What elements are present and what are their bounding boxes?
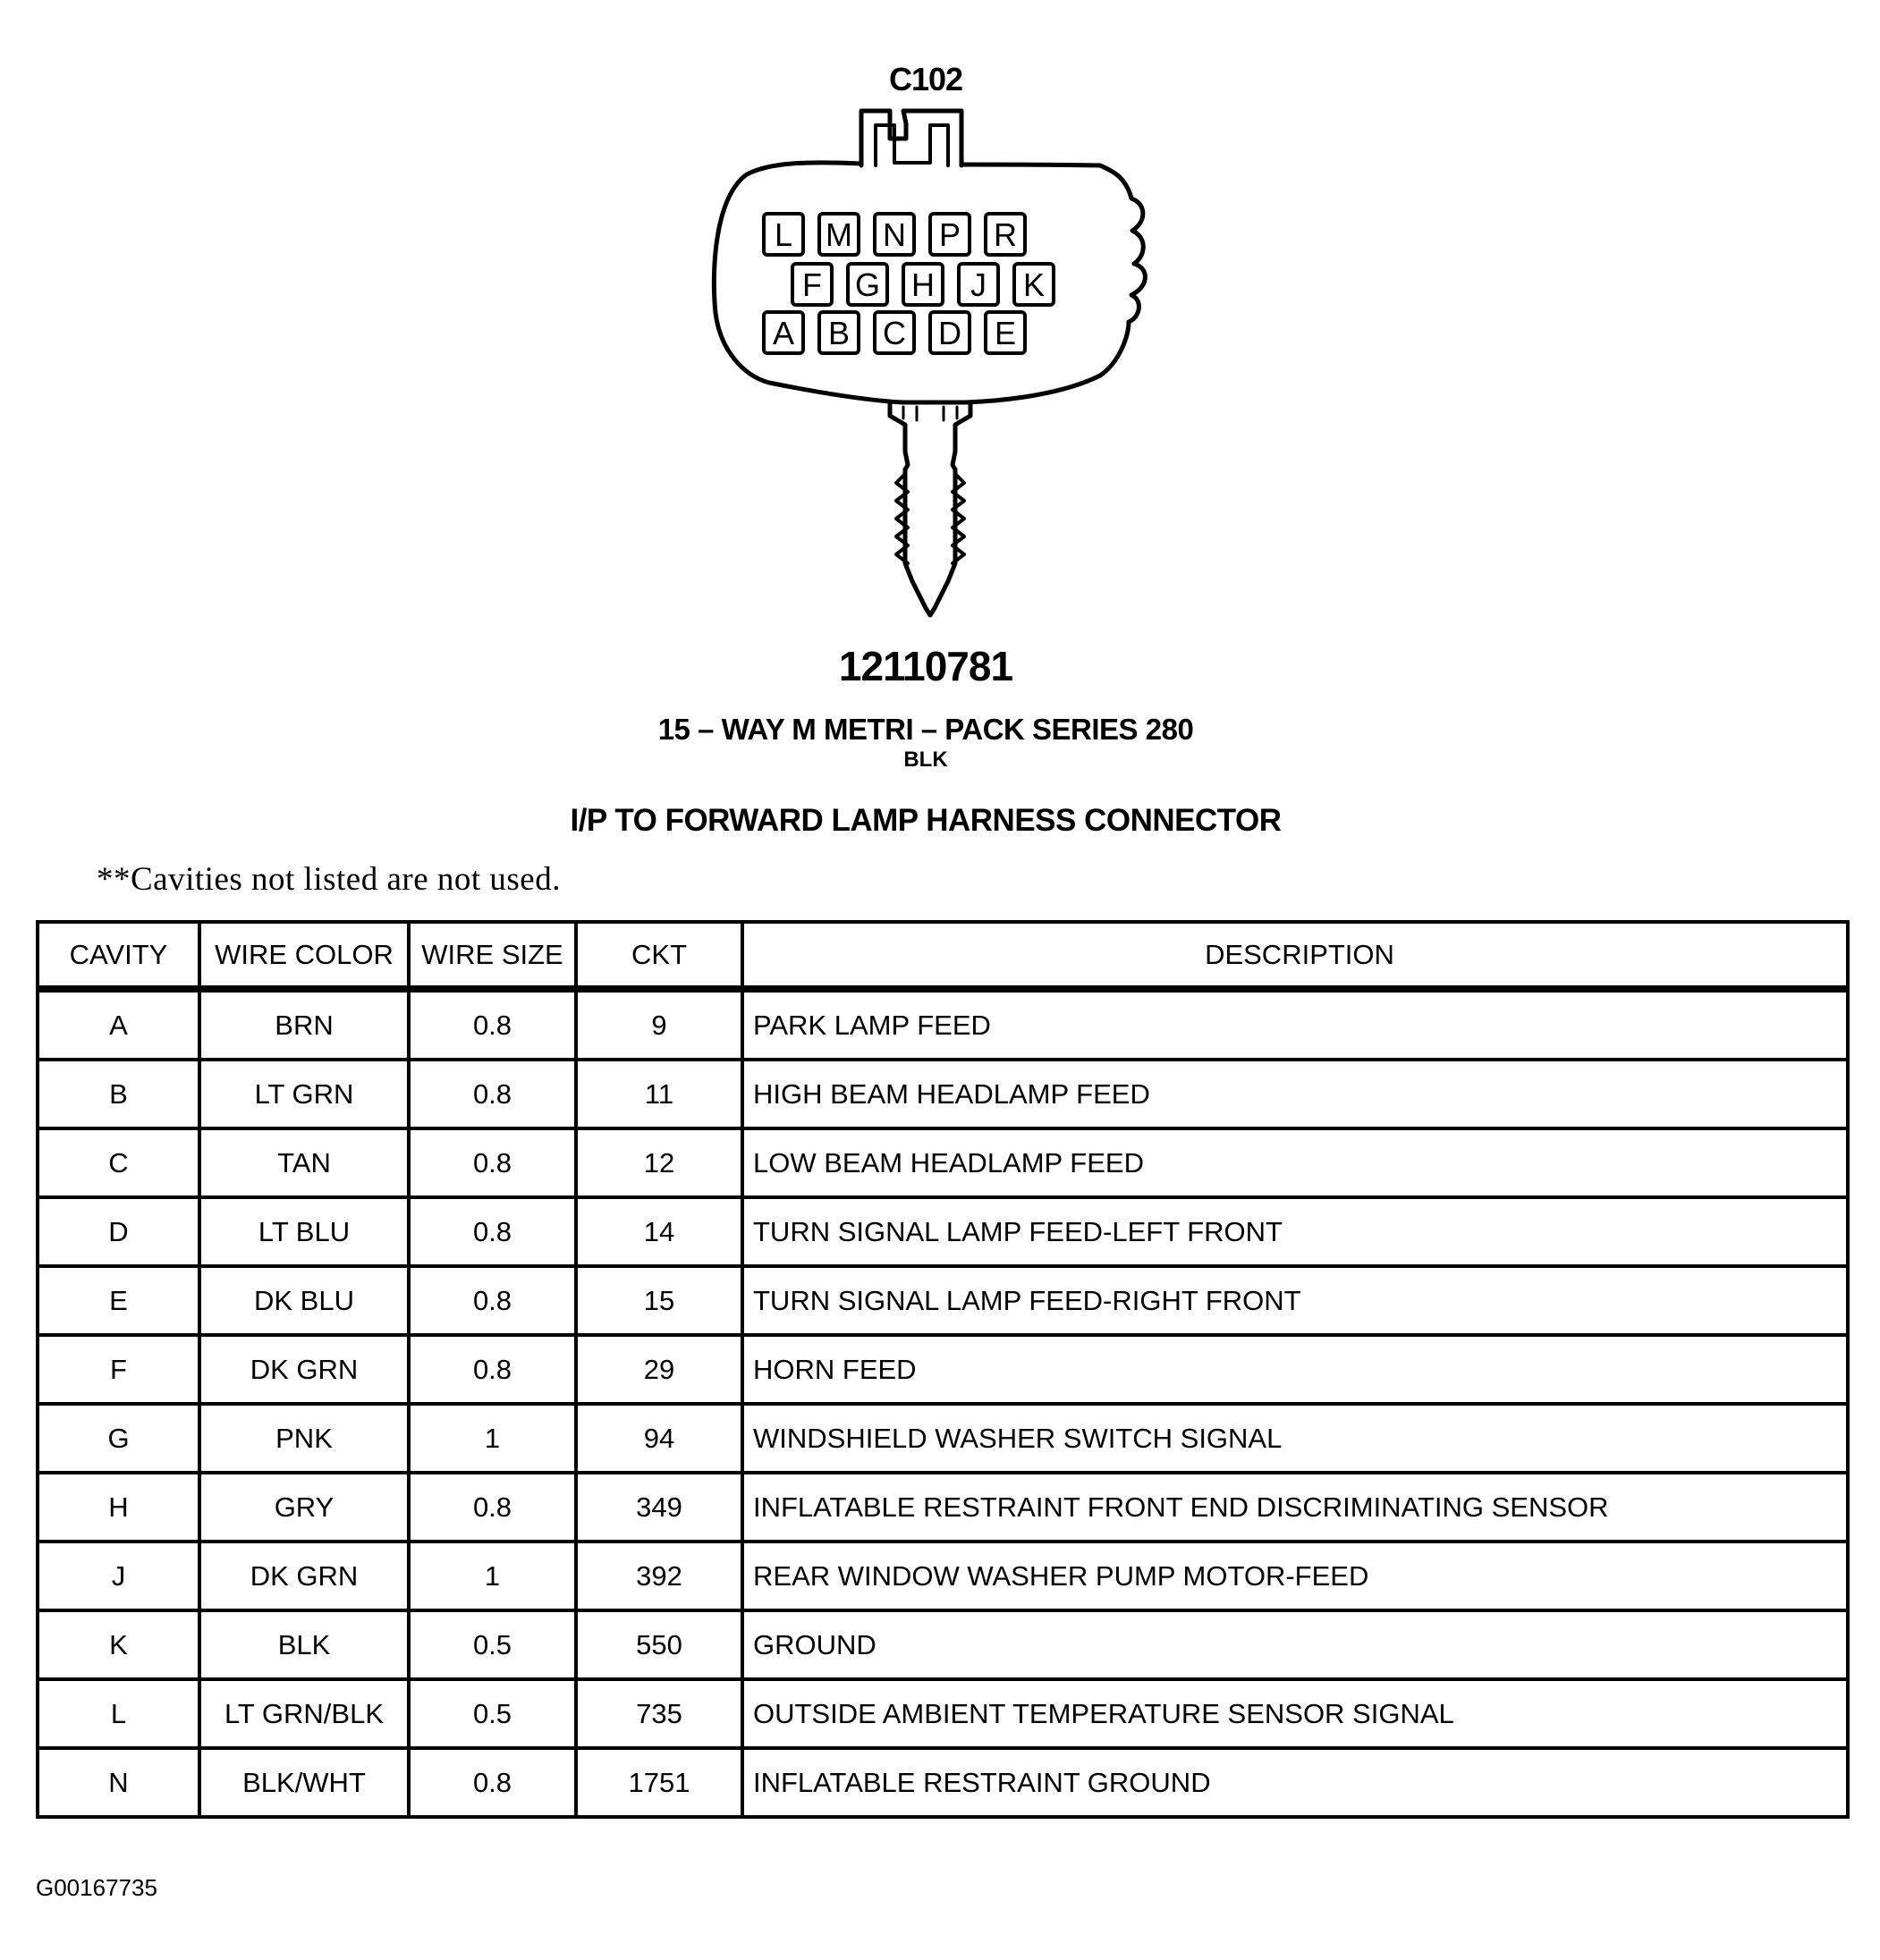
table-row bbox=[38, 989, 1848, 1060]
cell-wire-size: 0.8 bbox=[409, 989, 576, 1060]
cavity-n bbox=[875, 214, 914, 255]
cell-cavity: F bbox=[38, 1335, 199, 1404]
cavity-k bbox=[1014, 264, 1054, 305]
cell-wire-color: LT GRN bbox=[199, 1060, 409, 1128]
cell-description: WINDSHIELD WASHER SWITCH SIGNAL bbox=[742, 1404, 1848, 1473]
connector-color: BLK bbox=[903, 748, 948, 772]
cavity-j bbox=[959, 264, 998, 305]
cell-cavity: B bbox=[38, 1060, 199, 1128]
cavity-letter: N bbox=[883, 216, 906, 253]
table-row bbox=[38, 1542, 1848, 1610]
cell-cavity: E bbox=[38, 1266, 199, 1335]
cell-wire-color: BLK/WHT bbox=[199, 1748, 409, 1817]
cell-wire-color: DK GRN bbox=[199, 1542, 409, 1610]
cell-cavity: J bbox=[38, 1542, 199, 1610]
table-row bbox=[38, 1266, 1848, 1335]
cell-wire-size: 0.8 bbox=[409, 1335, 576, 1404]
cell-cavity: C bbox=[38, 1128, 199, 1197]
cell-ckt: 1751 bbox=[576, 1748, 742, 1817]
cell-description: GROUND bbox=[742, 1610, 1848, 1679]
cell-wire-color: PNK bbox=[199, 1404, 409, 1473]
cell-wire-size: 0.5 bbox=[409, 1679, 576, 1748]
table-row bbox=[38, 1748, 1848, 1817]
cell-wire-size: 0.5 bbox=[409, 1610, 576, 1679]
part-number: 12110781 bbox=[838, 643, 1013, 689]
header-description: DESCRIPTION bbox=[742, 922, 1848, 989]
cavity-m bbox=[819, 214, 859, 255]
cell-ckt: 12 bbox=[576, 1128, 742, 1197]
table-body bbox=[38, 989, 1848, 1817]
cavity-g bbox=[848, 264, 887, 305]
cell-ckt: 29 bbox=[576, 1335, 742, 1404]
header-wire-size: WIRE SIZE bbox=[409, 922, 576, 989]
cavity-letter: D bbox=[938, 315, 961, 351]
cell-description: HIGH BEAM HEADLAMP FEED bbox=[742, 1060, 1848, 1128]
cavity-letter: G bbox=[854, 266, 881, 303]
cavity-e bbox=[986, 312, 1025, 353]
cell-description: HORN FEED bbox=[742, 1335, 1848, 1404]
table-row bbox=[38, 1060, 1848, 1128]
cavity-b bbox=[819, 312, 859, 353]
unused-cavities-note: **Cavities not listed are not used. bbox=[97, 861, 561, 898]
cell-description: PARK LAMP FEED bbox=[742, 989, 1848, 1060]
cavity-c bbox=[875, 312, 914, 353]
cavity-letter: J bbox=[970, 266, 987, 303]
cavity-letter: E bbox=[994, 315, 1017, 351]
cavity-grid bbox=[764, 214, 1054, 353]
cell-wire-color: DK BLU bbox=[199, 1266, 409, 1335]
cell-wire-size: 0.8 bbox=[409, 1748, 576, 1817]
cell-wire-size: 0.8 bbox=[409, 1128, 576, 1197]
cavity-l bbox=[764, 214, 803, 255]
cell-ckt: 94 bbox=[576, 1404, 742, 1473]
cell-description: TURN SIGNAL LAMP FEED-RIGHT FRONT bbox=[742, 1266, 1848, 1335]
cell-cavity: G bbox=[38, 1404, 199, 1473]
cavity-letter: F bbox=[802, 266, 822, 303]
cell-cavity: H bbox=[38, 1473, 199, 1542]
cell-wire-color: DK GRN bbox=[199, 1335, 409, 1404]
cavity-h bbox=[903, 264, 943, 305]
cell-description: TURN SIGNAL LAMP FEED-LEFT FRONT bbox=[742, 1197, 1848, 1266]
connector-title: I/P TO FORWARD LAMP HARNESS CONNECTOR bbox=[570, 803, 1282, 838]
cavity-letter: P bbox=[938, 216, 961, 253]
table-row bbox=[38, 1679, 1848, 1748]
cell-description: OUTSIDE AMBIENT TEMPERATURE SENSOR SIGNAL bbox=[742, 1679, 1848, 1748]
table-row bbox=[38, 1197, 1848, 1266]
cavity-d bbox=[930, 312, 970, 353]
cell-wire-size: 0.8 bbox=[409, 1197, 576, 1266]
header-cavity: CAVITY bbox=[38, 922, 199, 989]
cell-cavity: N bbox=[38, 1748, 199, 1817]
cell-ckt: 735 bbox=[576, 1679, 742, 1748]
cavity-letter: H bbox=[911, 266, 935, 303]
cavity-letter: C bbox=[883, 315, 906, 351]
cavity-letter: B bbox=[827, 315, 851, 351]
cell-wire-color: LT BLU bbox=[199, 1197, 409, 1266]
cavity-letter: L bbox=[774, 216, 793, 253]
cell-wire-color: BRN bbox=[199, 989, 409, 1060]
cell-cavity: K bbox=[38, 1610, 199, 1679]
cell-cavity: A bbox=[38, 989, 199, 1060]
cell-ckt: 11 bbox=[576, 1060, 742, 1128]
connector-label: C102 bbox=[888, 61, 963, 97]
cell-wire-size: 1 bbox=[409, 1404, 576, 1473]
cavity-letter: A bbox=[772, 315, 795, 351]
cavity-letter: M bbox=[826, 216, 852, 253]
cell-cavity: D bbox=[38, 1197, 199, 1266]
header-wire-color: WIRE COLOR bbox=[199, 922, 409, 989]
cell-wire-size: 0.8 bbox=[409, 1060, 576, 1128]
cavity-f bbox=[792, 264, 832, 305]
figure-id: G00167735 bbox=[36, 1874, 157, 1901]
cell-ckt: 349 bbox=[576, 1473, 742, 1542]
cavity-a bbox=[764, 312, 803, 353]
table-row bbox=[38, 1335, 1848, 1404]
cell-ckt: 392 bbox=[576, 1542, 742, 1610]
table-row bbox=[38, 1128, 1848, 1197]
cavity-letter: R bbox=[994, 216, 1017, 253]
header-ckt: CKT bbox=[576, 922, 742, 989]
cell-ckt: 550 bbox=[576, 1610, 742, 1679]
cell-wire-size: 1 bbox=[409, 1542, 576, 1610]
cell-description: LOW BEAM HEADLAMP FEED bbox=[742, 1128, 1848, 1197]
cell-description: INFLATABLE RESTRAINT GROUND bbox=[742, 1748, 1848, 1817]
table-row bbox=[38, 1473, 1848, 1542]
table-row bbox=[38, 1610, 1848, 1679]
cell-ckt: 14 bbox=[576, 1197, 742, 1266]
cell-description: REAR WINDOW WASHER PUMP MOTOR-FEED bbox=[742, 1542, 1848, 1610]
cell-description: INFLATABLE RESTRAINT FRONT END DISCRIMINATING SENSOR bbox=[742, 1473, 1848, 1542]
cell-wire-size: 0.8 bbox=[409, 1473, 576, 1542]
connector-screw bbox=[890, 402, 970, 615]
cell-ckt: 15 bbox=[576, 1266, 742, 1335]
cell-wire-color: TAN bbox=[199, 1128, 409, 1197]
cavity-p bbox=[930, 214, 970, 255]
pinout-table bbox=[36, 920, 1850, 1819]
table-row bbox=[38, 1404, 1848, 1473]
cell-wire-size: 0.8 bbox=[409, 1266, 576, 1335]
connector-series: 15 – WAY M METRI – PACK SERIES 280 bbox=[657, 713, 1194, 746]
cell-wire-color: BLK bbox=[199, 1610, 409, 1679]
cell-wire-color: LT GRN/BLK bbox=[199, 1679, 409, 1748]
cell-cavity: L bbox=[38, 1679, 199, 1748]
cavity-r bbox=[986, 214, 1025, 255]
cavity-letter: K bbox=[1022, 266, 1046, 303]
cell-ckt: 9 bbox=[576, 989, 742, 1060]
table-header-row bbox=[38, 922, 1848, 989]
cell-wire-color: GRY bbox=[199, 1473, 409, 1542]
